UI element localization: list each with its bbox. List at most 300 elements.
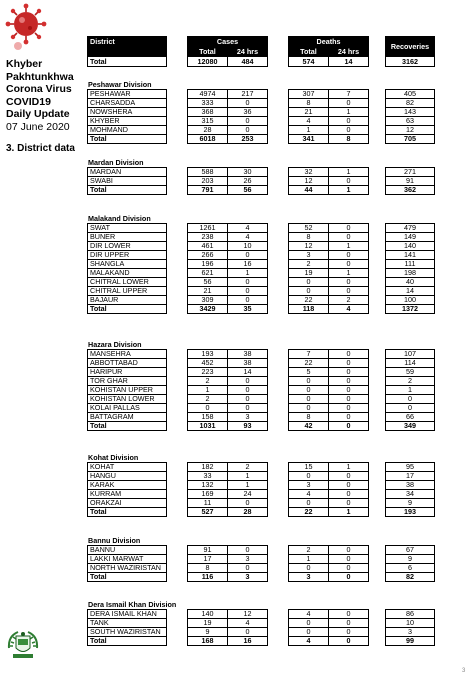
district-row: [88, 490, 435, 499]
cases-total: 266: [188, 251, 228, 260]
division-table: [87, 462, 435, 517]
deaths-total: 4: [289, 637, 329, 646]
district-name: BATTAGRAM: [88, 413, 167, 422]
district-row: [88, 269, 435, 278]
cases-total: 0: [188, 404, 228, 413]
deaths-24h: 0: [329, 177, 369, 186]
cases-24h: 0: [228, 499, 268, 508]
cases-total: 17: [188, 555, 228, 564]
recoveries: 63: [386, 117, 435, 126]
cases-24h: 35: [228, 305, 268, 314]
recoveries: 1: [386, 386, 435, 395]
division-total-row: [88, 637, 435, 646]
cases-24h: 3: [228, 555, 268, 564]
deaths-total: 341: [289, 135, 329, 144]
district-name: PESHAWAR: [88, 90, 167, 99]
cases-24h: 36: [228, 108, 268, 117]
recoveries: 3: [386, 628, 435, 637]
cases-24h: 0: [228, 296, 268, 305]
deaths-total: 3: [289, 251, 329, 260]
district-name: KOHISTAN LOWER: [88, 395, 167, 404]
cases-24h: 56: [228, 186, 268, 195]
grand-total-row: [88, 57, 435, 67]
district-name: KARAK: [88, 481, 167, 490]
cases-header: Cases: [188, 37, 268, 47]
district-name: KURRAM: [88, 490, 167, 499]
cases-total: 1261: [188, 224, 228, 233]
cases-24h: 2: [228, 463, 268, 472]
cases-total: 452: [188, 359, 228, 368]
cases-total: 158: [188, 413, 228, 422]
recoveries: 0: [386, 395, 435, 404]
district-name: KOHISTAN UPPER: [88, 386, 167, 395]
cases-24h: 16: [228, 260, 268, 269]
district-row: [88, 386, 435, 395]
deaths-total: 0: [289, 564, 329, 573]
recoveries: 198: [386, 269, 435, 278]
deaths-total: 1: [289, 126, 329, 135]
total-label: Total: [88, 305, 167, 314]
deaths-24h: 1: [329, 186, 369, 195]
recoveries: 405: [386, 90, 435, 99]
deaths-24h: 0: [329, 555, 369, 564]
title-line-3: Corona Virus: [6, 83, 72, 95]
division-total-row: [88, 573, 435, 582]
deaths-total: 0: [289, 499, 329, 508]
deaths-24h: 0: [329, 224, 369, 233]
cases-total: 9: [188, 628, 228, 637]
district-name: LAKKI MARWAT: [88, 555, 167, 564]
total-label: Total: [88, 186, 167, 195]
cases-total: 28: [188, 126, 228, 135]
recoveries: 10: [386, 619, 435, 628]
cases-total: 3429: [188, 305, 228, 314]
cases-total: 588: [188, 168, 228, 177]
deaths-24h: 0: [329, 99, 369, 108]
deaths-total: 32: [289, 168, 329, 177]
division-total-row: [88, 422, 435, 431]
kp-government-emblem-icon: [6, 628, 40, 662]
recoveries: 91: [386, 177, 435, 186]
cases-total: 621: [188, 269, 228, 278]
deaths-total: 15: [289, 463, 329, 472]
district-row: [88, 224, 435, 233]
deaths-24h: 0: [329, 278, 369, 287]
deaths-total: 0: [289, 377, 329, 386]
district-row: [88, 117, 435, 126]
cases-total: 1031: [188, 422, 228, 431]
district-name: HARIPUR: [88, 368, 167, 377]
district-name: CHARSADDA: [88, 99, 167, 108]
section-heading: 3. District data: [6, 143, 75, 154]
deaths-total: 22: [289, 508, 329, 517]
recoveries: 9: [386, 499, 435, 508]
title-line-5: Daily Update: [6, 108, 70, 120]
grand-total-label: Total: [88, 57, 167, 67]
cases-24h-subheader: 24 hrs: [228, 47, 268, 57]
cases-total: 527: [188, 508, 228, 517]
grand-total-deaths-24h: 14: [329, 57, 369, 67]
cases-24h: 253: [228, 135, 268, 144]
division-table: [87, 167, 435, 195]
deaths-total: 0: [289, 472, 329, 481]
cases-total: 315: [188, 117, 228, 126]
deaths-24h: 0: [329, 395, 369, 404]
district-row: [88, 413, 435, 422]
deaths-total: 0: [289, 628, 329, 637]
cases-total: 8: [188, 564, 228, 573]
district-row: [88, 463, 435, 472]
cases-total: 11: [188, 499, 228, 508]
district-row: [88, 278, 435, 287]
deaths-24h: 1: [329, 508, 369, 517]
grand-total-cases-24h: 484: [228, 57, 268, 67]
deaths-24h: 0: [329, 472, 369, 481]
district-name: BANNU: [88, 546, 167, 555]
recoveries: 107: [386, 350, 435, 359]
deaths-total: 0: [289, 395, 329, 404]
district-name: MALAKAND: [88, 269, 167, 278]
cases-total: 223: [188, 368, 228, 377]
district-name: MOHMAND: [88, 126, 167, 135]
district-row: [88, 296, 435, 305]
cases-24h: 93: [228, 422, 268, 431]
deaths-24h: 1: [329, 463, 369, 472]
total-label: Total: [88, 508, 167, 517]
cases-24h: 0: [228, 628, 268, 637]
cases-total: 169: [188, 490, 228, 499]
cases-total: 2: [188, 377, 228, 386]
district-row: [88, 177, 435, 186]
district-name: BAJAUR: [88, 296, 167, 305]
recoveries: 86: [386, 610, 435, 619]
deaths-24h: 8: [329, 135, 369, 144]
cases-24h: 0: [228, 278, 268, 287]
deaths-total: 0: [289, 619, 329, 628]
cases-total: 56: [188, 278, 228, 287]
cases-total: 33: [188, 472, 228, 481]
cases-total: 168: [188, 637, 228, 646]
recoveries: 12: [386, 126, 435, 135]
deaths-total-subheader: Total: [289, 47, 329, 57]
cases-total: 91: [188, 546, 228, 555]
district-row: [88, 90, 435, 99]
district-name: MANSEHRA: [88, 350, 167, 359]
recoveries: 66: [386, 413, 435, 422]
cases-24h: 28: [228, 508, 268, 517]
deaths-total: 5: [289, 368, 329, 377]
deaths-24h: 0: [329, 546, 369, 555]
deaths-24h: 0: [329, 233, 369, 242]
cases-24h: 0: [228, 377, 268, 386]
recoveries-header: Recoveries: [386, 37, 435, 57]
cases-total: 368: [188, 108, 228, 117]
recoveries: 59: [386, 368, 435, 377]
district-name: MARDAN: [88, 168, 167, 177]
district-name: BUNER: [88, 233, 167, 242]
cases-total: 193: [188, 350, 228, 359]
cases-total: 21: [188, 287, 228, 296]
division-title: Peshawar Division: [88, 80, 152, 89]
deaths-total: 8: [289, 99, 329, 108]
district-name: KOLAI PALLAS: [88, 404, 167, 413]
division-title: Kohat Division: [88, 453, 139, 462]
recoveries: 349: [386, 422, 435, 431]
grand-total-recoveries: 3162: [386, 57, 435, 67]
deaths-24h-subheader: 24 hrs: [329, 47, 369, 57]
report-date: 07 June 2020: [6, 120, 70, 133]
cases-24h: 38: [228, 359, 268, 368]
deaths-24h: 0: [329, 251, 369, 260]
deaths-total: 8: [289, 413, 329, 422]
cases-24h: 0: [228, 287, 268, 296]
division-table: [87, 349, 435, 431]
district-row: [88, 564, 435, 573]
cases-24h: 3: [228, 573, 268, 582]
deaths-total: 8: [289, 233, 329, 242]
recoveries: 193: [386, 508, 435, 517]
district-row: [88, 350, 435, 359]
division-total-row: [88, 186, 435, 195]
total-label: Total: [88, 573, 167, 582]
deaths-total: 2: [289, 260, 329, 269]
district-name: DIR UPPER: [88, 251, 167, 260]
cases-24h: 1: [228, 269, 268, 278]
district-header: District: [88, 37, 167, 47]
recoveries: 40: [386, 278, 435, 287]
deaths-total: 118: [289, 305, 329, 314]
deaths-24h: 0: [329, 126, 369, 135]
district-row: [88, 242, 435, 251]
title-line-2: Pakhtunkhwa: [6, 70, 74, 83]
division-title: Mardan Division: [88, 158, 144, 167]
district-name: DERA ISMAIL KHAN: [88, 610, 167, 619]
deaths-24h: 2: [329, 296, 369, 305]
division-table: [87, 609, 435, 646]
total-label: Total: [88, 422, 167, 431]
deaths-header: Deaths: [289, 37, 369, 47]
cases-24h: 26: [228, 177, 268, 186]
recoveries: 271: [386, 168, 435, 177]
district-name: TANK: [88, 619, 167, 628]
title-line-1: Khyber: [6, 58, 43, 70]
cases-24h: 4: [228, 233, 268, 242]
cases-total: 238: [188, 233, 228, 242]
cases-total: 309: [188, 296, 228, 305]
deaths-24h: 4: [329, 305, 369, 314]
cases-24h: 4: [228, 224, 268, 233]
district-row: [88, 168, 435, 177]
deaths-24h: 0: [329, 287, 369, 296]
deaths-total: 4: [289, 117, 329, 126]
cases-total: 333: [188, 99, 228, 108]
division-title: Dera Ismail Khan Division: [88, 600, 177, 609]
division-total-row: [88, 305, 435, 314]
deaths-24h: 1: [329, 269, 369, 278]
cases-total: 6018: [188, 135, 228, 144]
cases-total: 791: [188, 186, 228, 195]
cases-total: 182: [188, 463, 228, 472]
title-line-4: COVID19: [6, 95, 51, 108]
recoveries: 14: [386, 287, 435, 296]
cases-24h: 10: [228, 242, 268, 251]
recoveries: 141: [386, 251, 435, 260]
district-name: TOR GHAR: [88, 377, 167, 386]
cases-total: 203: [188, 177, 228, 186]
division-total-row: [88, 135, 435, 144]
division-title: Hazara Division: [88, 340, 142, 349]
district-name: CHITRAL UPPER: [88, 287, 167, 296]
cases-24h: 38: [228, 350, 268, 359]
recoveries: 111: [386, 260, 435, 269]
deaths-24h: 0: [329, 637, 369, 646]
cases-24h: 0: [228, 546, 268, 555]
district-name: ORAKZAI: [88, 499, 167, 508]
district-name: SWABI: [88, 177, 167, 186]
deaths-24h: 0: [329, 404, 369, 413]
cases-24h: 14: [228, 368, 268, 377]
cases-total: 4974: [188, 90, 228, 99]
cases-24h: 0: [228, 395, 268, 404]
district-row: [88, 260, 435, 269]
cases-24h: 0: [228, 564, 268, 573]
recoveries: 6: [386, 564, 435, 573]
deaths-24h: 0: [329, 499, 369, 508]
deaths-total: 42: [289, 422, 329, 431]
district-row: [88, 499, 435, 508]
district-row: [88, 287, 435, 296]
page-number: 3: [462, 668, 466, 674]
cases-total: 116: [188, 573, 228, 582]
recoveries: 149: [386, 233, 435, 242]
recoveries: 479: [386, 224, 435, 233]
cases-24h: 30: [228, 168, 268, 177]
deaths-24h: 0: [329, 117, 369, 126]
deaths-total: 7: [289, 350, 329, 359]
deaths-24h: 0: [329, 422, 369, 431]
deaths-total: 22: [289, 359, 329, 368]
cases-24h: 16: [228, 637, 268, 646]
grand-total-cases: 12080: [188, 57, 228, 67]
deaths-24h: 0: [329, 350, 369, 359]
recoveries: 34: [386, 490, 435, 499]
deaths-24h: 7: [329, 90, 369, 99]
district-name: HANGU: [88, 472, 167, 481]
cases-total: 132: [188, 481, 228, 490]
total-label: Total: [88, 637, 167, 646]
recoveries: 140: [386, 242, 435, 251]
deaths-total: 0: [289, 386, 329, 395]
deaths-total: 19: [289, 269, 329, 278]
district-name: SHANGLA: [88, 260, 167, 269]
district-row: [88, 619, 435, 628]
district-row: [88, 377, 435, 386]
division-title: Bannu Division: [88, 536, 141, 545]
district-name: ABBOTTABAD: [88, 359, 167, 368]
cases-total: 19: [188, 619, 228, 628]
deaths-24h: 0: [329, 610, 369, 619]
recoveries: 9: [386, 555, 435, 564]
district-row: [88, 359, 435, 368]
deaths-24h: 0: [329, 359, 369, 368]
district-row: [88, 555, 435, 564]
cases-total: 1: [188, 386, 228, 395]
division-table: [87, 545, 435, 582]
cases-24h: 0: [228, 404, 268, 413]
district-row: [88, 368, 435, 377]
district-row: [88, 481, 435, 490]
district-row: [88, 233, 435, 242]
deaths-total: 4: [289, 610, 329, 619]
cases-24h: 1: [228, 472, 268, 481]
deaths-24h: 0: [329, 481, 369, 490]
deaths-total: 3: [289, 573, 329, 582]
cases-24h: 0: [228, 117, 268, 126]
deaths-total: 52: [289, 224, 329, 233]
report-title: [6, 58, 86, 133]
recoveries: 99: [386, 637, 435, 646]
recoveries: 114: [386, 359, 435, 368]
deaths-total: 2: [289, 546, 329, 555]
deaths-total: 0: [289, 287, 329, 296]
cases-total: 140: [188, 610, 228, 619]
recoveries: 82: [386, 99, 435, 108]
recoveries: 38: [386, 481, 435, 490]
district-name: DIR LOWER: [88, 242, 167, 251]
deaths-24h: 0: [329, 564, 369, 573]
deaths-total: 21: [289, 108, 329, 117]
district-row: [88, 108, 435, 117]
cases-24h: 217: [228, 90, 268, 99]
coronavirus-logo-icon: [4, 2, 48, 52]
deaths-total: 44: [289, 186, 329, 195]
district-name: NORTH WAZIRISTAN: [88, 564, 167, 573]
deaths-24h: 0: [329, 628, 369, 637]
deaths-total: 22: [289, 296, 329, 305]
deaths-24h: 0: [329, 377, 369, 386]
deaths-total: 12: [289, 177, 329, 186]
recoveries: 362: [386, 186, 435, 195]
district-row: [88, 404, 435, 413]
recoveries: 143: [386, 108, 435, 117]
cases-24h: 0: [228, 386, 268, 395]
deaths-total: 0: [289, 278, 329, 287]
deaths-total: 3: [289, 481, 329, 490]
district-row: [88, 472, 435, 481]
deaths-total: 307: [289, 90, 329, 99]
cases-24h: 0: [228, 99, 268, 108]
recoveries: 2: [386, 377, 435, 386]
cases-24h: 0: [228, 251, 268, 260]
recoveries: 100: [386, 296, 435, 305]
district-name: KOHAT: [88, 463, 167, 472]
recoveries: 82: [386, 573, 435, 582]
deaths-24h: 0: [329, 573, 369, 582]
cases-total: 196: [188, 260, 228, 269]
district-name: NOWSHERA: [88, 108, 167, 117]
district-name: SWAT: [88, 224, 167, 233]
division-title: Malakand Division: [88, 214, 151, 223]
cases-24h: 0: [228, 126, 268, 135]
grand-total-deaths: 574: [289, 57, 329, 67]
cases-24h: 24: [228, 490, 268, 499]
deaths-total: 12: [289, 242, 329, 251]
district-name: SOUTH WAZIRISTAN: [88, 628, 167, 637]
cases-24h: 12: [228, 610, 268, 619]
deaths-total: 0: [289, 404, 329, 413]
recoveries: 705: [386, 135, 435, 144]
division-table: [87, 223, 435, 314]
